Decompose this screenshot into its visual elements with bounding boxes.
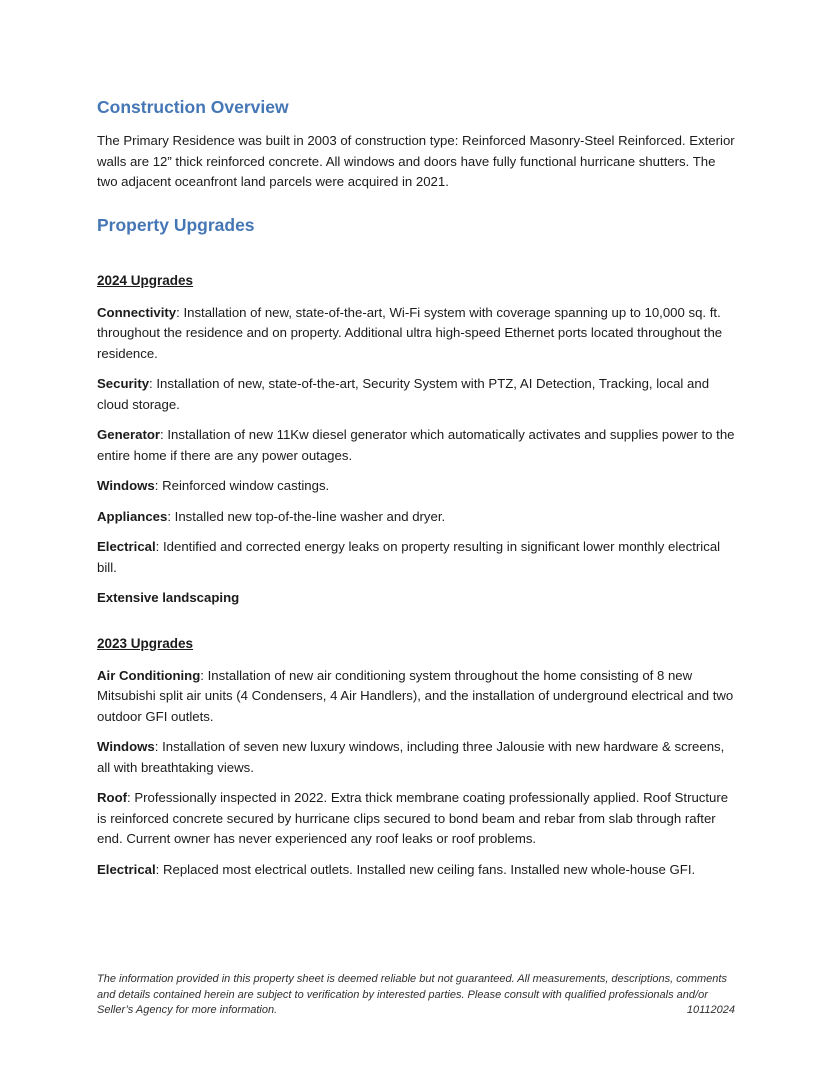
upgrade-text: : Installation of new, state-of-the-art, Wi-Fi system with coverage spanning up to 10,000 sq. ft. throughout the residence and on property. Additional ultra high-speed Ethernet ports located throughout the residence. [97, 304, 723, 361]
upgrade-text: : Installation of new 11Kw diesel generator which automatically activates and supplies power to the entire home if there are any power outages. [97, 427, 735, 463]
upgrade-text: : Installed new top-of-the-line washer and dryer. [167, 508, 446, 524]
upgrade-term: Windows [97, 739, 155, 754]
upgrade-term: Connectivity [97, 304, 177, 320]
section-heading-construction-overview: Construction Overview [97, 97, 289, 117]
upgrade-term: Windows [97, 478, 155, 493]
upgrade-term: Air Conditioning [97, 667, 201, 683]
footer [97, 972, 735, 1019]
upgrade-text: : Replaced most electrical outlets. Installed new ceiling fans. Installed new whole-house GFI. [155, 861, 696, 877]
upgrade-item-roof [97, 788, 735, 850]
upgrade-text: : Installation of seven new luxury windows, including three Jalousie with new hardware & screens, all with breathtaking views. [97, 739, 725, 775]
upgrade-item-generator [97, 425, 735, 466]
upgrade-term: Security [97, 376, 150, 391]
upgrade-text: : Installation of new, state-of-the-art, Security System with PTZ, AI Detection, Tracking, local and cloud storage. [97, 376, 710, 412]
upgrade-item-electrical-2023 [97, 860, 735, 881]
upgrade-text: : Professionally inspected in 2022. Extra thick membrane coating professionally applied. Roof Structure is reinforced concrete secured by hurricane clips secured to bond beam and rebar from slab through rafter end. Current owner has never experienced any roof leaks or roof problems. [97, 790, 729, 846]
document-content [97, 96, 735, 880]
construction-overview-paragraph: The Primary Residence was built in 2003 of construction type: Reinforced Masonry-Steel Reinforced. Exterior walls are 12” thick reinforced concrete. All windows and doors have fully functional hurricane shutters. The two adjacent oceanfront land parcels were acquired in 2021. [97, 133, 735, 189]
upgrade-term: Appliances [97, 508, 168, 524]
upgrades-group-2024 [97, 270, 735, 609]
footer-date: 10112024 [686, 1004, 735, 1016]
upgrade-term: Roof [97, 790, 128, 805]
upgrade-term: Electrical [97, 861, 156, 877]
upgrade-item-connectivity [97, 303, 735, 365]
upgrade-term: Extensive landscaping [97, 590, 240, 605]
upgrade-item-windows-2024 [97, 476, 735, 497]
upgrade-item-air-conditioning [97, 666, 735, 728]
upgrade-term: Electrical [97, 539, 156, 554]
upgrades-group-2023 [97, 633, 735, 881]
upgrade-item-electrical-2024 [97, 537, 735, 578]
upgrade-item-appliances [97, 507, 735, 528]
upgrade-term: Generator [97, 427, 161, 442]
upgrade-text: : Installation of new air conditioning system throughout the home consisting of 8 new Mitsubishi split air units (4 Condensers, 4 Air Handlers), and the installation of underground electrical and two outdoor GFI outlets. [97, 667, 734, 724]
upgrade-item-security [97, 374, 735, 415]
section-heading-property-upgrades: Property Upgrades [97, 214, 255, 235]
upgrade-item-landscaping [97, 588, 735, 609]
upgrade-item-windows-2023 [97, 737, 735, 778]
group-heading-2024: 2024 Upgrades [97, 272, 194, 288]
footer-disclaimer-text: The information provided in this property sheet is deemed reliable but not guaranteed. All measurements, descriptions, comments and details contained herein are subject to verification by interested parties. Please consult with qualified professionals and/or Seller’s Agency for more information. [97, 973, 727, 1016]
group-heading-2023: 2023 Upgrades [97, 635, 194, 651]
upgrade-text: : Reinforced window castings. [154, 478, 330, 493]
upgrade-text: : Identified and corrected energy leaks on property resulting in significant lower monthly electrical bill. [97, 539, 721, 575]
